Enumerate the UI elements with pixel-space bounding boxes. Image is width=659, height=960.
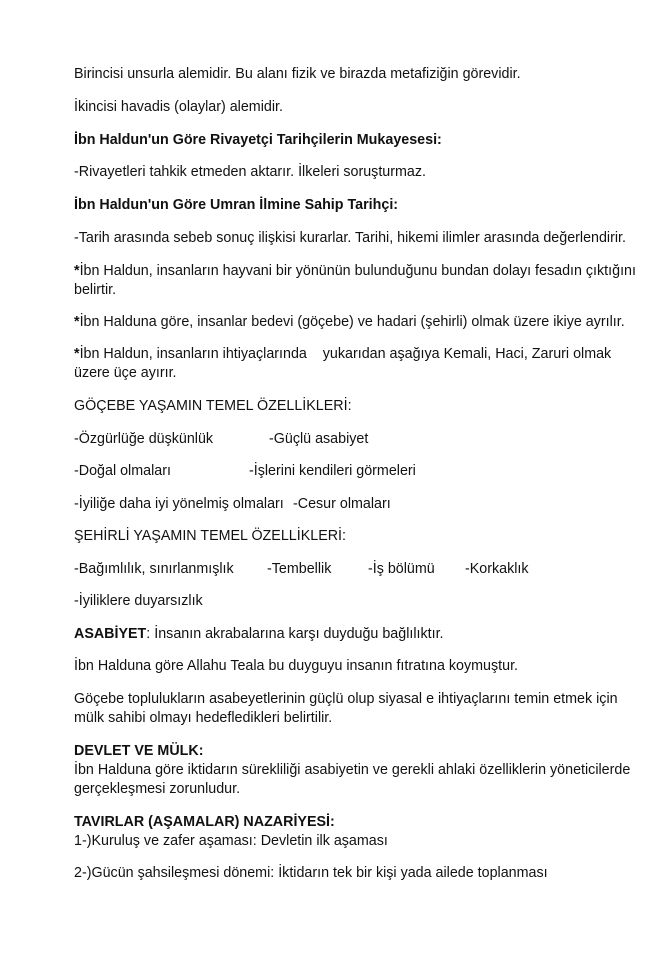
- heading-state-property: DEVLET VE MÜLK:: [74, 743, 204, 759]
- bullet-text: İbn Halduna göre, insanlar bedevi (göçebe) ve hadari (şehirli) olmak üzere ikiye ayrılır.: [79, 314, 625, 330]
- asabiyet-text: : İnsanın akrabalarına karşı duyduğu bağlılıktır.: [146, 626, 444, 642]
- paragraph-nomadic-asabiyet: Göçebe toplulukların asabeyetlerinin güçlü olup siyasal e ihtiyaçlarını temin etmek için: [74, 691, 618, 707]
- bullet-needs-cont: üzere üçe ayırır.: [74, 365, 177, 381]
- asterisk-marker: *: [74, 346, 80, 362]
- urban-trait: -Bağımlılık, sınırlanmışlık: [74, 561, 234, 577]
- bullet-bedevi-hadari: [74, 313, 625, 332]
- paragraph-narrative-historians: -Rivayetleri tahkik etmeden aktarır. İlkeleri soruşturmaz.: [74, 164, 426, 180]
- nomadic-trait: -Doğal olmaları: [74, 463, 171, 479]
- urban-trait: -İyiliklere duyarsızlık: [74, 593, 203, 609]
- asabiyet-definition: [74, 625, 444, 644]
- stage-item: 2-)Gücün şahsileşmesi dönemi: İktidarın tek bir kişi yada ailede toplanması: [74, 865, 548, 881]
- heading-urban-life: ŞEHİRLİ YAŞAMIN TEMEL ÖZELLİKLERİ:: [74, 528, 346, 544]
- stage-item: 1-)Kuruluş ve zafer aşaması: Devletin ilk aşaması: [74, 833, 388, 849]
- bullet-text: İbn Haldun, insanların ihtiyaçlarında yukarıdan aşağıya Kemali, Haci, Zaruri olmak: [79, 346, 612, 362]
- bullet-animal-nature: [74, 262, 636, 281]
- paragraph-fitrat: İbn Halduna göre Allahu Teala bu duyguyu insanın fıtratına koymuştur.: [74, 658, 519, 674]
- nomadic-trait: -İşlerini kendileri görmeleri: [249, 463, 416, 479]
- paragraph-second-realm: İkincisi havadis (olaylar) alemidir.: [74, 99, 283, 115]
- bullet-animal-nature-cont: belirtir.: [74, 282, 117, 298]
- nomadic-trait: -Özgürlüğe düşkünlük: [74, 431, 214, 447]
- bullet-text: İbn Haldun, insanların hayvani bir yönünün bulunduğunu bundan dolayı fesadın çıktığını: [79, 263, 636, 279]
- paragraph-umran-historian: -Tarih arasında sebeb sonuç ilişkisi kurarlar. Tarihi, hikemi ilimler arasında değerlendirir.: [74, 230, 626, 246]
- heading-nomadic-life: GÖÇEBE YAŞAMIN TEMEL ÖZELLİKLERİ:: [74, 398, 352, 414]
- asterisk-marker: *: [74, 263, 80, 279]
- urban-trait: -Tembellik: [267, 561, 332, 577]
- heading-umran-historian: İbn Haldun'un Göre Umran İlmine Sahip Tarihçi:: [74, 197, 399, 213]
- nomadic-trait: -Güçlü asabiyet: [269, 431, 369, 447]
- paragraph-state-property-cont: gerçekleşmesi zorunludur.: [74, 781, 241, 797]
- asterisk-marker: *: [74, 314, 80, 330]
- nomadic-trait: -İyiliğe daha iyi yönelmiş olmaları: [74, 496, 284, 512]
- urban-trait: -İş bölümü: [368, 561, 435, 577]
- paragraph-first-realm: Birincisi unsurla alemidir. Bu alanı fizik ve birazda metafiziğin görevidir.: [74, 66, 521, 82]
- bullet-needs: [74, 345, 611, 364]
- paragraph-state-property: İbn Halduna göre iktidarın sürekliliği asabiyetin ve gerekli ahlaki özelliklerin yöneticilerde: [74, 762, 631, 778]
- urban-trait: -Korkaklık: [465, 561, 529, 577]
- heading-narrative-historians: İbn Haldun'un Göre Rivayetçi Tarihçilerin Mukayesesi:: [74, 132, 442, 148]
- heading-stages-theory: TAVIRLAR (AŞAMALAR) NAZARİYESİ:: [74, 814, 335, 830]
- paragraph-nomadic-asabiyet-cont: mülk sahibi olmayı hedefledikleri belirtilir.: [74, 710, 333, 726]
- asabiyet-term: ASABİYET: [74, 626, 147, 642]
- nomadic-trait: -Cesur olmaları: [293, 496, 391, 512]
